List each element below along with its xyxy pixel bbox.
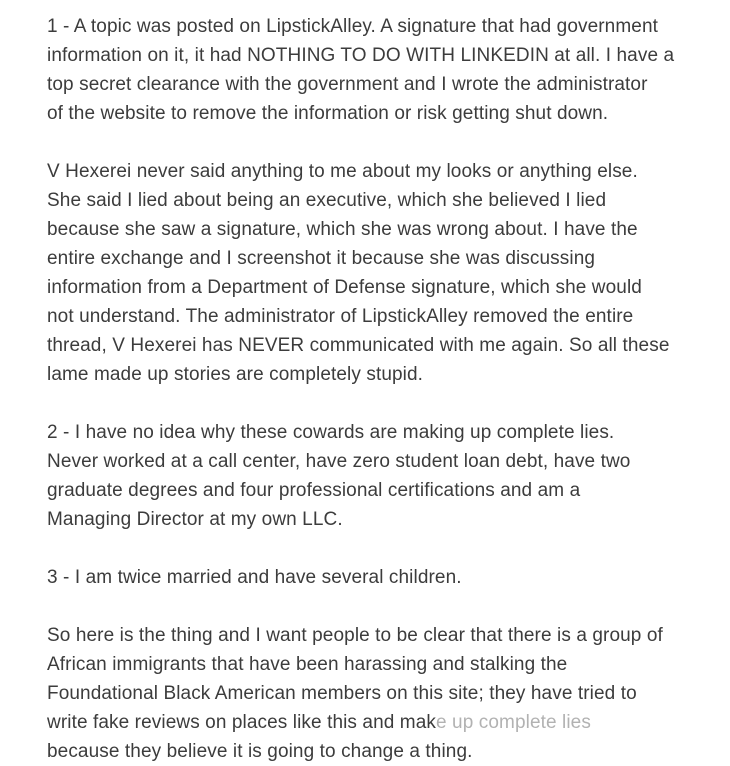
text-line: She said I lied about being an executive, which she believed I lied — [47, 190, 607, 211]
text-line: top secret clearance with the government and I wrote the administrator — [47, 74, 648, 95]
text-line: information on it, it had NOTHING TO DO WITH LINKEDIN at all. I have a — [47, 45, 675, 66]
text-line: African immigrants that have been harassing and stalking the — [47, 654, 568, 675]
paragraph-1 — [47, 12, 717, 128]
text-line: lame made up stories are completely stupid. — [47, 364, 424, 385]
text-line: information from a Department of Defense signature, which she would — [47, 277, 642, 298]
text-line: Never worked at a call center, have zero student loan debt, have two — [47, 451, 631, 472]
text-line: of the website to remove the information or risk getting shut down. — [47, 103, 609, 124]
text-line: graduate degrees and four professional certifications and am a — [47, 480, 581, 501]
text-line: So here is the thing and I want people to be clear that there is a group of — [47, 625, 663, 646]
text-line: Managing Director at my own LLC. — [47, 509, 343, 530]
text-line: not understand. The administrator of LipstickAlley removed the entire — [47, 306, 634, 327]
text-line: entire exchange and I screenshot it because she was discussing — [47, 248, 596, 269]
text-line: 3 - I am twice married and have several children. — [47, 567, 462, 588]
text-line: because she saw a signature, which she was wrong about. I have the — [47, 219, 638, 240]
text-line: V Hexerei never said anything to me about my looks or anything else. — [47, 161, 638, 182]
paragraph-4 — [47, 563, 717, 592]
text-line: 1 - A topic was posted on LipstickAlley. A signature that had government — [47, 16, 658, 37]
text-line: thread, V Hexerei has NEVER communicated with me again. So all these — [47, 335, 670, 356]
paragraph-3 — [47, 418, 717, 534]
text-line: 2 - I have no idea why these cowards are making up complete lies. — [47, 422, 615, 443]
text-line-partially-faded — [47, 708, 717, 737]
text-segment: write fake reviews on places like this and mak — [47, 712, 436, 733]
text-line: because they believe it is going to change a thing. — [47, 741, 473, 762]
paragraph-5 — [47, 621, 717, 766]
document-body — [47, 12, 717, 766]
paragraph-2 — [47, 157, 717, 389]
text-line: Foundational Black American members on this site; they have tried to — [47, 683, 637, 704]
faded-text-segment: e up complete lies — [436, 712, 591, 733]
